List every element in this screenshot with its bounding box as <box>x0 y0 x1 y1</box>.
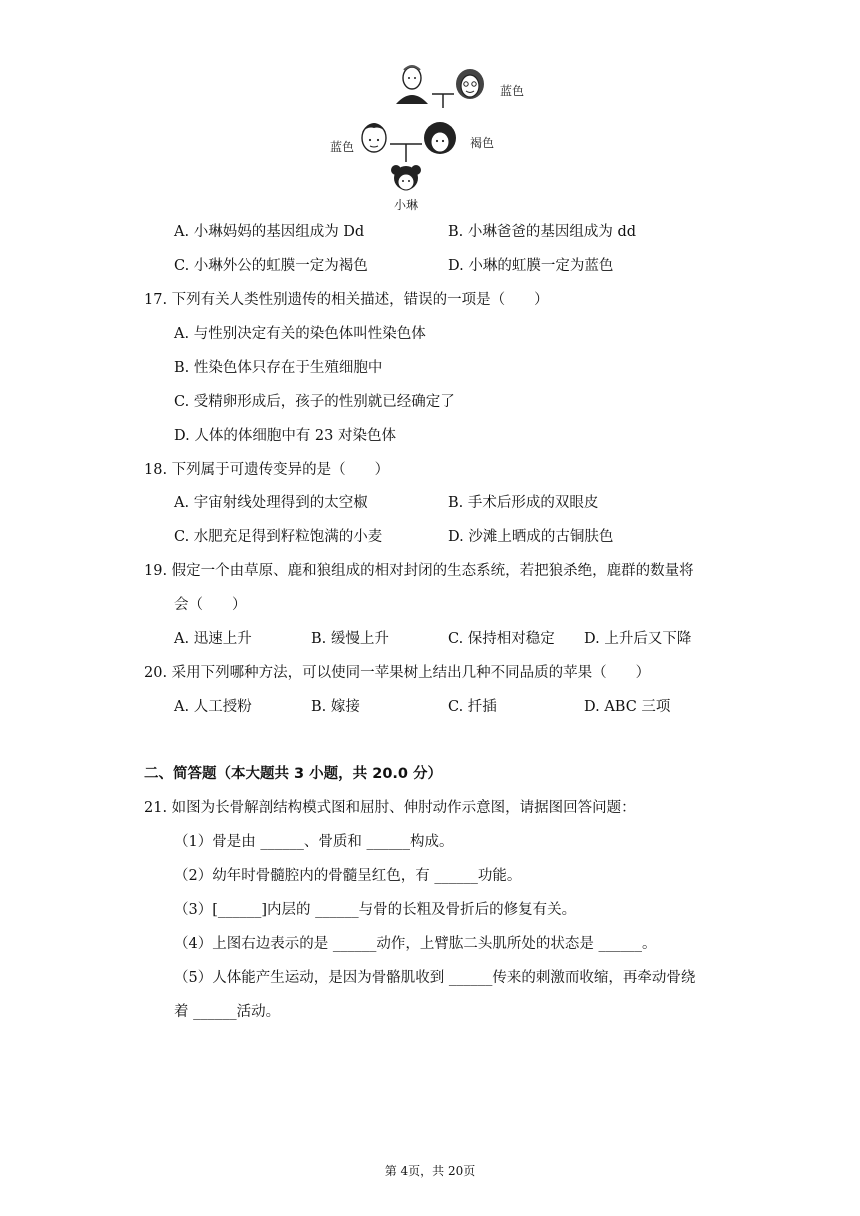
q20-option-a: A. 人工授粉 <box>174 699 252 715</box>
q17-option-b: B. 性染色体只存在于生殖细胞中 <box>174 360 383 376</box>
q19-stem-line2: 会（ ） <box>174 597 247 613</box>
q18-option-b: B. 手术后形成的双眼皮 <box>448 495 599 511</box>
page-footer: 第 4页，共 20页 <box>384 1164 476 1178</box>
mother-portrait <box>424 122 456 154</box>
q21-stem: 21. 如图为长骨解剖结构模式图和屈肘、伸肘动作示意图，请据图回答问题： <box>144 800 636 816</box>
q19-option-a: A. 迅速上升 <box>174 631 252 647</box>
q16-option-a: A. 小琳妈妈的基因组成为 Dd <box>174 224 365 240</box>
q17-option-a: A. 与性别决定有关的染色体叫性染色体 <box>174 326 426 342</box>
label-grandmother-color: 蓝色 <box>500 84 525 98</box>
pedigree-figure <box>320 60 540 220</box>
q21-part5-line1: （5）人体能产生运动，是因为骨骼肌收到 ______传来的刺激而收缩，再牵动骨绕 <box>174 970 696 986</box>
q20-option-d: D. ABC 三项 <box>584 699 671 715</box>
father-portrait <box>362 123 386 152</box>
q19-option-b: B. 缓慢上升 <box>311 631 389 647</box>
q16-option-d: D. 小琳的虹膜一定为蓝色 <box>448 258 614 274</box>
grandmother-portrait <box>456 69 484 99</box>
section-heading: 二、简答题（本大题共 3 小题，共 20.0 分） <box>144 766 443 782</box>
q18-option-c: C. 水肥充足得到籽粒饱满的小麦 <box>174 529 383 545</box>
q16-option-c: C. 小琳外公的虹膜一定为褐色 <box>174 258 368 274</box>
q19-option-c: C. 保持相对稳定 <box>448 631 555 647</box>
q21-part5-line2: 着 ______活动。 <box>174 1004 281 1020</box>
q20-option-c: C. 扦插 <box>448 699 497 715</box>
q21-part2: （2）幼年时骨髓腔内的骨髓呈红色，有 ______功能。 <box>174 868 522 884</box>
label-father-color: 蓝色 <box>330 140 355 154</box>
q19-option-d: D. 上升后又下降 <box>584 631 692 647</box>
q17-option-c: C. 受精卵形成后，孩子的性别就已经确定了 <box>174 394 455 410</box>
q21-part4: （4）上图右边表示的是 ______动作，上臂肱二头肌所处的状态是 ______。 <box>174 936 657 952</box>
q19-stem-line1: 19. 假定一个由草原、鹿和狼组成的相对封闭的生态系统，若把狼杀绝，鹿群的数量将 <box>144 563 694 579</box>
label-child-name: 小琳 <box>394 198 419 212</box>
q21-part3: （3）[______]内层的 ______与骨的长粗及骨折后的修复有关。 <box>174 902 577 918</box>
q18-option-d: D. 沙滩上晒成的古铜肤色 <box>448 529 614 545</box>
q16-option-b: B. 小琳爸爸的基因组成为 dd <box>448 224 637 240</box>
q18-stem: 18. 下列属于可遗传变异的是（ ） <box>144 462 390 478</box>
label-mother-color: 褐色 <box>470 136 495 150</box>
q20-option-b: B. 嫁接 <box>311 699 360 715</box>
q17-stem: 17. 下列有关人类性别遗传的相关描述，错误的一项是（ ） <box>144 292 549 308</box>
grandfather-portrait <box>396 66 428 104</box>
child-portrait <box>391 165 421 190</box>
q17-option-d: D. 人体的体细胞中有 23 对染色体 <box>174 428 396 444</box>
q18-option-a: A. 宇宙射线处理得到的太空椒 <box>174 495 368 511</box>
q20-stem: 20. 采用下列哪种方法，可以使同一苹果树上结出几种不同品质的苹果（ ） <box>144 665 651 681</box>
q21-part1: （1）骨是由 ______、骨质和 ______构成。 <box>174 834 454 850</box>
